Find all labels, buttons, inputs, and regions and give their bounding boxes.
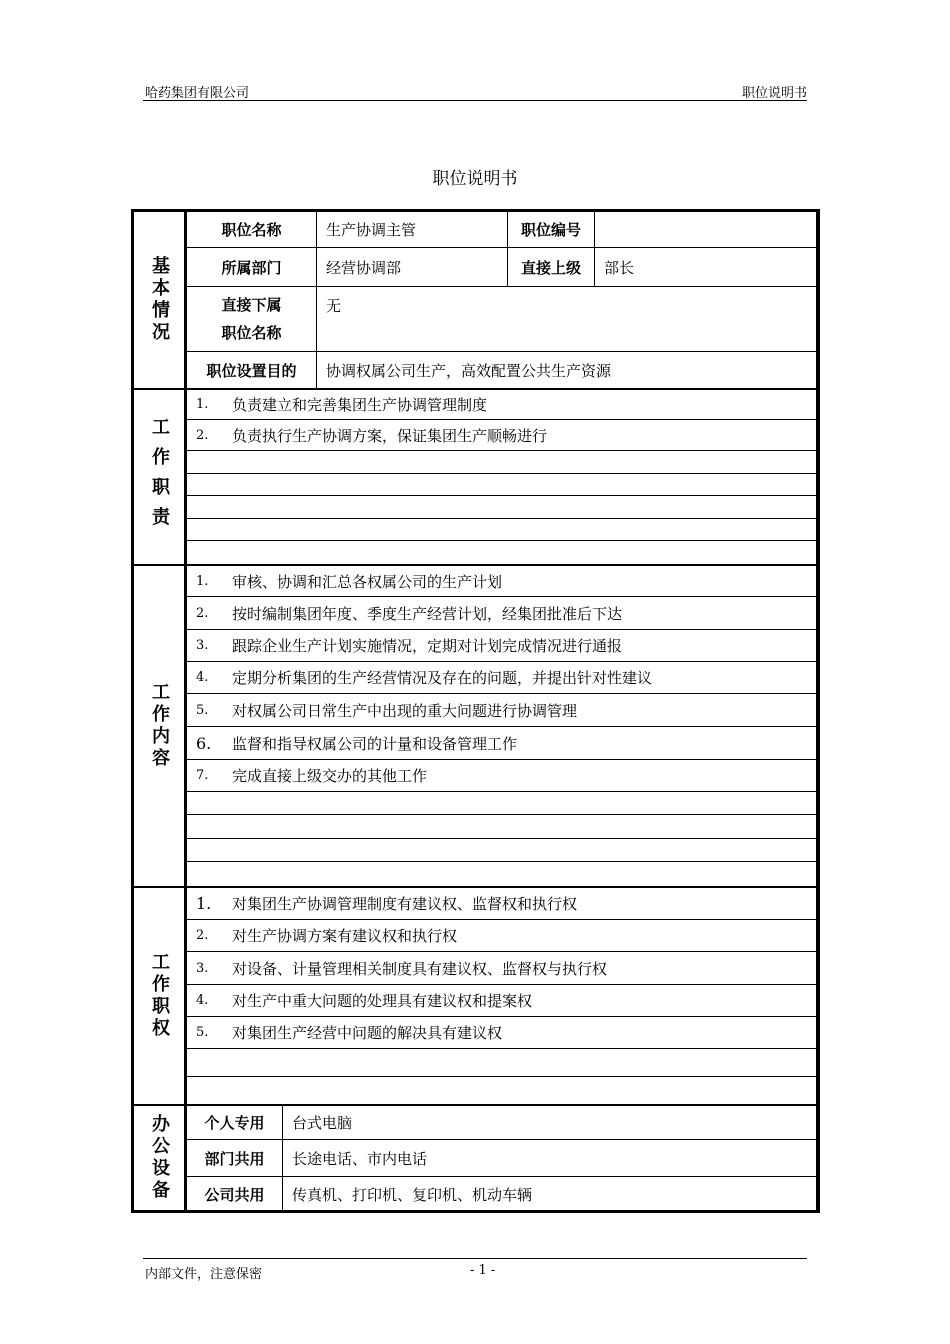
superior-value: 部长 (604, 258, 635, 277)
list-item: 1. 对集团生产协调管理制度有建议权、监督权和执行权 (187, 888, 816, 920)
equipment-row-department (187, 1140, 816, 1177)
section-authority (134, 886, 816, 1104)
list-item: 1. 负责建立和完善集团生产协调管理制度 (187, 390, 816, 420)
list-item: 3. 对设备、计量管理相关制度具有建议权、监督权与执行权 (187, 952, 816, 985)
footer-note: 内部文件，注意保密 (145, 1267, 263, 1282)
list-item-empty (187, 862, 816, 888)
list-item-empty (187, 519, 816, 541)
list-item: 2. 负责执行生产协调方案，保证集团生产顺畅进行 (187, 420, 816, 451)
equipment-value: 长途电话、市内电话 (292, 1149, 428, 1168)
list-item-empty (187, 496, 816, 519)
header-doc-type: 职位说明书 (741, 86, 807, 101)
list-item: 2. 对生产协调方案有建议权和执行权 (187, 920, 816, 952)
equipment-value: 传真机、打印机、复印机、机动车辆 (292, 1186, 533, 1204)
position-name-value: 生产协调主管 (317, 212, 508, 247)
list-item: 6. 监督和指导权属公司的计量和设备管理工作 (187, 727, 816, 760)
list-item-empty (187, 474, 816, 496)
section-content (134, 564, 816, 886)
list-item: 1. 审核、协调和汇总各权属公司的生产计划 (187, 566, 816, 597)
equipment-label: 公司共用 (187, 1177, 283, 1212)
header-divider (143, 100, 807, 101)
equipment-value: 台式电脑 (292, 1114, 353, 1132)
equipment-row-company (187, 1177, 816, 1212)
list-item-empty (187, 541, 816, 566)
department-label: 所属部门 (187, 248, 317, 286)
list-item-empty (187, 1049, 816, 1077)
section-label-duties: 工作职责 (134, 390, 187, 564)
section-label-content: 工作内容 (134, 566, 187, 886)
list-item: 4. 对生产中重大问题的处理具有建议权和提案权 (187, 985, 816, 1017)
subordinate-label: 直接下属 职位名称 (187, 287, 317, 351)
subordinate-value: 无 (326, 297, 342, 315)
list-item: 5. 对集团生产经营中问题的解决具有建议权 (187, 1017, 816, 1049)
position-code-value (595, 212, 816, 247)
list-item: 3. 跟踪企业生产计划实施情况，定期对计划完成情况进行通报 (187, 630, 816, 662)
page-number: - 1 - (470, 1263, 496, 1278)
row-department (187, 248, 816, 287)
department-value: 经营协调部 (317, 248, 508, 286)
equipment-label: 个人专用 (187, 1106, 283, 1139)
list-item-empty (187, 839, 816, 862)
list-item: 4. 定期分析集团的生产经营情况及存在的问题，并提出针对性建议 (187, 662, 816, 694)
row-purpose (187, 352, 816, 388)
list-item: 5. 对权属公司日常生产中出现的重大问题进行协调管理 (187, 694, 816, 727)
list-item-empty (187, 792, 816, 815)
superior-label: 直接上级 (508, 248, 595, 286)
equipment-label: 部门共用 (187, 1140, 283, 1176)
list-item-empty (187, 1077, 816, 1106)
page-title: 职位说明书 (432, 169, 518, 189)
header-company: 哈药集团有限公司 (145, 86, 250, 101)
position-code-label: 职位编号 (508, 212, 595, 247)
section-label-authority: 工作职权 (134, 888, 187, 1104)
section-duties (134, 388, 816, 564)
equipment-row-personal (187, 1106, 816, 1140)
list-item: 7. 完成直接上级交办的其他工作 (187, 760, 816, 792)
section-basic (134, 212, 816, 388)
row-subordinates (187, 287, 816, 352)
list-item-empty (187, 451, 816, 474)
job-description-table (131, 209, 820, 1213)
purpose-value: 协调权属公司生产，高效配置公共生产资源 (326, 361, 612, 380)
section-label-equipment: 办公设备 (134, 1106, 187, 1210)
footer-divider (143, 1258, 807, 1259)
list-item-empty (187, 815, 816, 839)
purpose-label: 职位设置目的 (187, 352, 317, 388)
position-name-label: 职位名称 (187, 212, 317, 247)
section-label-basic: 基本情况 (134, 212, 187, 388)
section-equipment (134, 1104, 816, 1210)
list-item: 2. 按时编制集团年度、季度生产经营计划，经集团批准后下达 (187, 597, 816, 630)
row-position-name (187, 212, 816, 248)
